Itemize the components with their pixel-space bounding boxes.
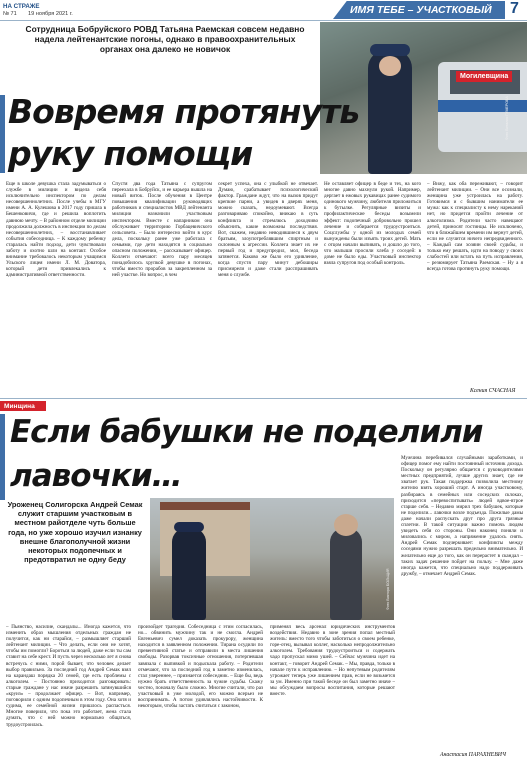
masthead-bar: [0, 0, 527, 21]
issue-date: 19 ноября 2021 г.: [28, 11, 73, 17]
article1-lead: Сотрудница Бобруйского РОВД Татьяна Раемская совсем недавно надела лейтенантские погоны, однако в правоохранительных органах она далеко не новичок: [25, 24, 305, 54]
article1-col4: Не оставляет офицер в беде и тех, на кого многие давно махнули рукой. Например, дергает в ежовых рукавицах ранее судимого одинокого мужчину, любителя приложиться к бутылке. Регулярные визиты и профилактические беседы возымели эффект: подопечный добровольно прошел лечение и собирается трудоустроиться. Соцслужбы у одной из молодых семей вынуждены были изъять троих детей. Мать с отцом начали выпивать, и дошло до того, что малыши просили хлеба у соседей: в доме не было еды. Участковый инспектор взяла супругов под особый контроль.: [324, 181, 421, 267]
paper-name: НА СТРАЖЕ: [3, 3, 40, 10]
section-title: ИМЯ ТЕБЕ – УЧАСТКОВЫЙ: [350, 4, 492, 16]
photo-credit-1: Фото Виталия ГУМЕРОВА: [505, 96, 509, 140]
woman-head: [334, 514, 358, 536]
photo-credit-2: Фото Виктора БОЛЬЦИЯ: [386, 568, 390, 610]
article1-col2: Спустя два года Татьяна с супругом переехала в Бобруйск, и ее карьера вышла на новый виток. После обучения в Центре повышения квалификации руководящих работников и специалистов МВД лейтенанта милиции назначили участковым инспектором. Вместе с напарником она обслуживает территорию Горбацевичского сельсовета. – Было интересно войти в курс дела, поскольку ранее уже работала с семьями, где дети находятся в социально опасном положении, – рассказывает офицер. Коллеги отмечают: всего пару месяцев понадобилось хрупкой девушке в погонах, чтобы вместо прорабов за закрепленном за ней участке. Но вопрос, в чем: [112, 181, 212, 279]
article2-col1: – Пьянство, насилие, скандалы... Иногда кажется, что изменить образ мышления отдельных граждан не получится, как ни старайся, – размышляет старший лейтенант милиции. – Что делать, если они не хотят, чтобы им помогли? Бороться за людей, даже если ты сам ставит на себе крест. И пусть через несколько лет я снова встречусь с ними, порой бывает, что человек делает выбор правильно. За последний год Андрей Семак взял на карандаш порядка 20 семей, где есть проблемы с алкоголем. – Постоянно приходится разговаривать: старые граждане у нас иначе разрешить затянувшийся «круиз» – продолжает офицер. – Вот, например, поговорили с одним подопечным в этом году. Она хотя и судима, ее семейной жизни пришлось распасться. Многие поверили, что пока это работает, жена стала думать, что с ней можно нормально общаться, трудоустроилась.: [6, 624, 131, 728]
article1-col1: Еще в школе девушка стала задумываться о службе в милиции и видела себя исключительно инспектором по делам несовершеннолетних. После учебы в МГУ имени А. А. Кулешова в 2017 году пришла в Бешенковичи, где и решила воплотить давнюю мечту. – В районном отделе милиции продолжила должность в инспекции по делам несовершеннолетних, – восстанавливает события собеседница. – К каждому ребенку старалась найти подход, дети чувствовали заботу и охотно шли на контакт. Особое внимание требовалось некоторым учащимся Ульского лицея имени Л. М. Доватора, который дети привлекались к административной ответственности.: [6, 181, 106, 279]
article1-author: Ксения СЧАСНАЯ: [470, 388, 516, 394]
article2-col2: произойдет трагедия. Собеседница с этим согласилась, но... обвинить мужчину так и не смогла. Андрей Евгеньевич сумел доказать прокурору, женщина находится в заявленном положении. Тирана осудили по превентивной статье и отправили в места лишения свободы. Разорвав токсичные отношения, потерпевшая завязала с выпивкой и подыскала работу. – Родители отмечают, что за последний год в заметно изменилась, стал увереннее, – признается собеседник. – Еще бы, ведь нужно брать ответственность за чужие судьбы. Скажу честно, поначалу было сложно. Многие считали, что раз участковый в уже молодой, его можно всерьез не воспринимать. А потом удивлялись настойчивости. К некоторым, чтобы застать считаться с законом,: [138, 624, 263, 710]
building-roof: [160, 502, 250, 510]
issue-number: № 71: [3, 11, 17, 17]
officer-cap-2: [174, 522, 204, 532]
article1-col3: секрет успеха, она с улыбкой не отвечает. Думаю, срабатывает психологический фактор. Граждане ждут, что на вызов придут крепкие парни, а увидев в дверях меня, можно сказать, недоумевают. Всегда разговариваю спокойно, вникаю в суть конфликта и стремлюсь доходчиво объяснить, какие возможны последствия. Вот, скажем, недавно неводившиеся к двум братьям, злоупотреблявшим спиртным и склонным к агрессии. Коллега знает их не первый год и предупредил, мол, беседа затянется. Каково же было его удивление, когда спустя пару минут дебоширы присмирели и даже стали расспрашивать меня о службе.: [218, 181, 318, 279]
region-tag-2: [0, 401, 46, 411]
page-number: 7: [510, 0, 519, 17]
article1-title-line2: руку помощи: [8, 134, 253, 173]
article2-lead: Уроженец Солигорска Андрей Семак служит старшим участковым в местном райотделе чуть больше года, но уже хорошо изучил изнанку внешне благополучной жизни некоторых подопечных и предотвратил не одну беду: [7, 500, 143, 565]
region-tag-1: [456, 71, 512, 82]
article1-col5: – Вижу, как оба переживают, – говорит лейтенант милиции. – Они все осознали, женщина уже устроилась на работу. Готовимся и с бывшим наниматели ее мужа: как к специалисту к нему нареканий нет, но придется пройти лечение от алкоголизма. Родители часто навещают детей, приносят гостинцы. Не исключено, что в ближайшем времени им вернут детей, если не случится ничего непредвиденного. – Каждый сам хозяин своей судьбы, и только ему решать, идти на поводу у своих слабостей или встать на путь исправления, – резюмирует Татьяна Раемская. – Ну а я всегда готова протянуть руку помощи.: [427, 181, 523, 273]
article1-title-bar: [0, 95, 5, 173]
woman-figure: [330, 528, 362, 620]
article2-right-col: Мужчина перебивался случайными заработками, и офицер помог ему найти постоянный источник дохода. Поскольку он регулярно общается с руководителями местных предприятий, лучше других знает, где не хватает рук. Такая поддержка позволила местному жителю взять хороший старт. А иногда участковому, разбираясь в семейных или соседских склоках, приходится «перевоспитывать» людей вдвое-втрое старше себя. – Недавно мирил трех бабушек, которые не поделили... лавочки возле подъезда. Пожилые дамы даже начали распускать друг про друга грязные сплетни. В такой ситуации важно помочь людям увидеть себя со стороны. Они наконец поняли и миловались с миром, а напряжение удалось снять. Андрей Семак подчеркивает: конфликты между соседями нужно разрешать предельно внимательно. И желательно еще до того, как он перерастет в скандал – таких задач решение пойдет на пользу. – Мне даже иногда кажется, что специально надо поддерживать дружбу, – отмечает Андрей Семак.: [401, 455, 523, 577]
article-divider: [0, 398, 527, 399]
region-tag-2-text: Минщина: [4, 402, 35, 410]
officer-cap: [370, 44, 410, 56]
article1-title-line1: Вовремя протянуть: [8, 92, 360, 131]
article2-title-bar: [0, 414, 5, 500]
article2-title-line2: лавочки…: [10, 458, 182, 494]
article2-col3: применял весь арсенал юридических инструментов воздействия. Недавно в зоне зрения попал местный житель: вместо того чтобы заботиться о своем ребенке, горе-отец, вызывал коллег, насколько непродолжительно алкоголем. Требования трудоустроиться и содержать чадо пропускал мимо ушей. – Сейчас мужчина идет на контакт, – говорит Андрей Семак. – Мы, правда, только в начале пути к исправлению. – Но непутевым родителям угрожает теперь уже лишением прав, если не возьмется за ум. Именно при такой беседе он был заметно иначе – мы обсуждаем вопросы воспитания, которые решают вместе.: [270, 624, 395, 698]
officer-figure-2: [172, 528, 206, 620]
officer-photo-2: [150, 498, 394, 620]
car-stripe: [438, 100, 527, 112]
article2-author: Анастасия ПАРАХНЕВИЧ: [440, 752, 506, 758]
officer-face: [379, 56, 401, 76]
region-tag-1-text: Могилевщина: [460, 72, 509, 80]
article2-title-line1: Если бабушки не поделили: [10, 414, 483, 450]
